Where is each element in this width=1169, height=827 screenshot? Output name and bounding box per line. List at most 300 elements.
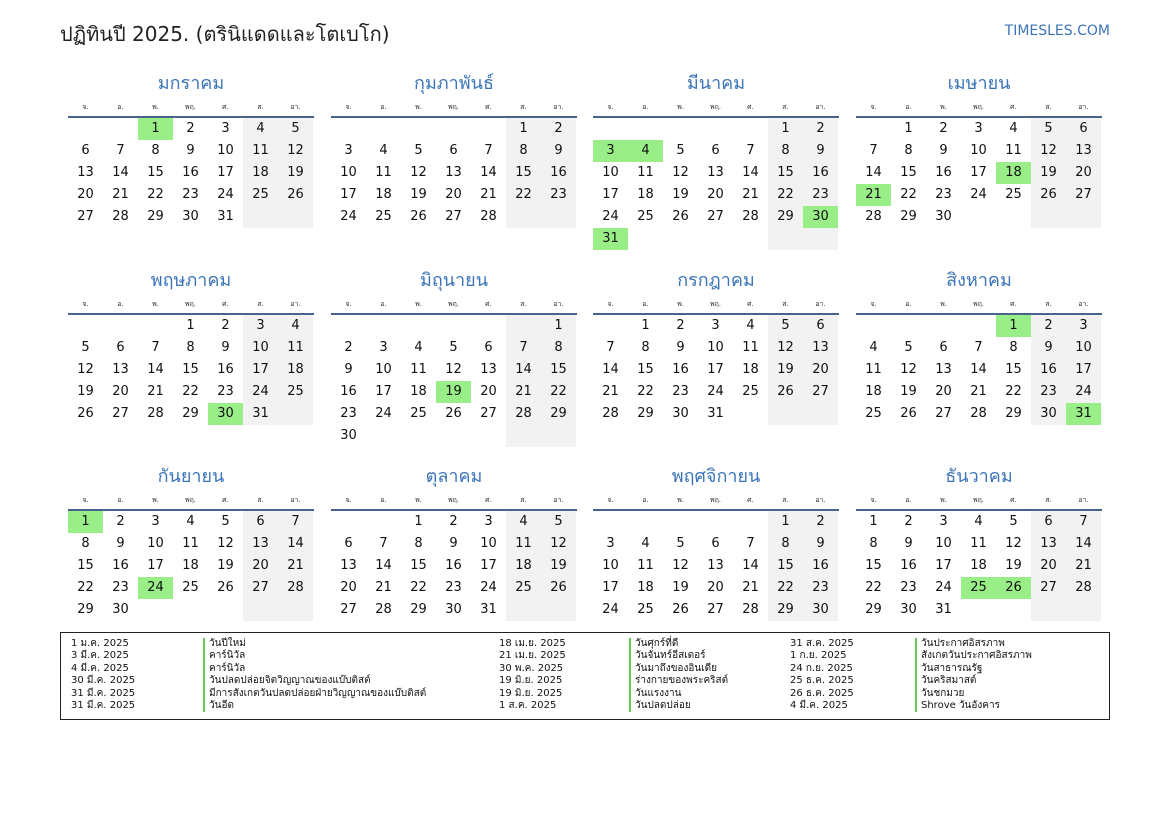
day-cell[interactable]: 7 <box>151 340 160 355</box>
day-cell[interactable]: 13 <box>340 558 357 573</box>
day-cell[interactable]: 26 <box>672 602 689 617</box>
day-cell[interactable]: 9 <box>803 533 838 555</box>
day-cell[interactable]: 8 <box>81 536 90 551</box>
day-cell[interactable]: 24 <box>480 580 497 595</box>
day-cell[interactable]: 5 <box>81 340 90 355</box>
day-cell[interactable]: 24 <box>340 209 357 224</box>
day-cell[interactable]: 10 <box>340 165 357 180</box>
day-cell[interactable]: 6 <box>116 340 125 355</box>
day-cell[interactable]: 19 <box>77 384 94 399</box>
day-cell[interactable]: 20 <box>480 384 497 399</box>
day-cell[interactable]: 3 <box>151 514 160 529</box>
day-cell[interactable]: 28 <box>506 403 541 425</box>
day-cell[interactable]: 17 <box>147 558 164 573</box>
day-cell[interactable]: 30 <box>803 599 838 621</box>
day-cell[interactable]: 29 <box>865 602 882 617</box>
day-cell[interactable]: 8 <box>768 140 803 162</box>
day-cell[interactable]: 12 <box>1005 536 1022 551</box>
day-cell[interactable]: 28 <box>865 209 882 224</box>
day-cell[interactable]: 27 <box>340 602 357 617</box>
day-cell[interactable]: 17 <box>935 558 952 573</box>
day-cell[interactable]: 15 <box>506 162 541 184</box>
day-cell[interactable]: 31 <box>707 406 724 421</box>
day-cell[interactable]: 21 <box>742 187 759 202</box>
brand-link[interactable]: TIMESLES.COM <box>1004 23 1110 39</box>
day-cell[interactable]: 1 <box>996 315 1031 337</box>
day-cell[interactable]: 12 <box>541 533 576 555</box>
day-cell[interactable]: 30 <box>900 602 917 617</box>
day-cell[interactable]: 1 <box>768 511 803 533</box>
day-cell[interactable]: 12 <box>217 536 234 551</box>
day-cell[interactable]: 13 <box>77 165 94 180</box>
day-cell[interactable]: 26 <box>217 580 234 595</box>
day-cell[interactable]: 20 <box>77 187 94 202</box>
day-cell[interactable]: 6 <box>243 511 278 533</box>
day-cell[interactable]: 11 <box>970 536 987 551</box>
day-cell[interactable]: 11 <box>182 536 199 551</box>
day-cell[interactable]: 3 <box>344 143 353 158</box>
day-cell[interactable]: 27 <box>707 602 724 617</box>
day-cell[interactable]: 8 <box>768 533 803 555</box>
day-cell[interactable]: 3 <box>379 340 388 355</box>
day-cell[interactable]: 28 <box>602 406 619 421</box>
day-cell[interactable]: 22 <box>1005 384 1022 399</box>
day-cell[interactable]: 15 <box>865 558 882 573</box>
day-cell[interactable]: 7 <box>974 340 983 355</box>
day-cell[interactable]: 15 <box>637 362 654 377</box>
day-cell[interactable]: 11 <box>278 337 313 359</box>
day-cell[interactable]: 25 <box>243 184 278 206</box>
day-cell[interactable]: 25 <box>278 381 313 403</box>
day-cell[interactable]: 18 <box>996 162 1031 184</box>
day-cell[interactable]: 18 <box>410 384 427 399</box>
day-cell[interactable]: 27 <box>1066 184 1101 206</box>
day-cell[interactable]: 5 <box>676 536 685 551</box>
day-cell[interactable]: 25 <box>1005 187 1022 202</box>
day-cell[interactable]: 2 <box>116 514 125 529</box>
day-cell[interactable]: 10 <box>480 536 497 551</box>
day-cell[interactable]: 10 <box>1066 337 1101 359</box>
day-cell[interactable]: 11 <box>637 165 654 180</box>
day-cell[interactable]: 23 <box>112 580 129 595</box>
day-cell[interactable]: 17 <box>602 187 619 202</box>
day-cell[interactable]: 23 <box>803 184 838 206</box>
day-cell[interactable]: 20 <box>112 384 129 399</box>
day-cell[interactable]: 1 <box>768 118 803 140</box>
day-cell[interactable]: 21 <box>375 580 392 595</box>
day-cell[interactable]: 21 <box>147 384 164 399</box>
day-cell[interactable]: 13 <box>1066 140 1101 162</box>
day-cell[interactable]: 20 <box>243 555 278 577</box>
day-cell[interactable]: 16 <box>935 165 952 180</box>
day-cell[interactable]: 4 <box>746 318 755 333</box>
day-cell[interactable]: 3 <box>1066 315 1101 337</box>
day-cell[interactable]: 4 <box>278 315 313 337</box>
day-cell[interactable]: 1 <box>506 118 541 140</box>
day-cell[interactable]: 26 <box>541 577 576 599</box>
day-cell[interactable]: 9 <box>803 140 838 162</box>
day-cell[interactable]: 18 <box>278 359 313 381</box>
day-cell[interactable]: 19 <box>278 162 313 184</box>
day-cell[interactable]: 20 <box>803 359 838 381</box>
day-cell[interactable]: 2 <box>449 514 458 529</box>
day-cell[interactable]: 9 <box>344 362 353 377</box>
day-cell[interactable]: 9 <box>186 143 195 158</box>
day-cell[interactable]: 7 <box>379 536 388 551</box>
day-cell[interactable]: 22 <box>637 384 654 399</box>
day-cell[interactable]: 27 <box>445 209 462 224</box>
day-cell[interactable]: 10 <box>217 143 234 158</box>
day-cell[interactable]: 9 <box>939 143 948 158</box>
day-cell[interactable]: 1 <box>869 514 878 529</box>
day-cell[interactable]: 17 <box>602 580 619 595</box>
day-cell[interactable]: 9 <box>116 536 125 551</box>
day-cell[interactable]: 8 <box>414 536 423 551</box>
day-cell[interactable]: 15 <box>541 359 576 381</box>
day-cell[interactable]: 24 <box>935 580 952 595</box>
day-cell[interactable]: 6 <box>484 340 493 355</box>
day-cell[interactable]: 5 <box>221 514 230 529</box>
day-cell[interactable]: 8 <box>869 536 878 551</box>
day-cell[interactable]: 22 <box>77 580 94 595</box>
day-cell[interactable]: 13 <box>707 558 724 573</box>
day-cell[interactable]: 21 <box>506 381 541 403</box>
day-cell[interactable]: 23 <box>445 580 462 595</box>
day-cell[interactable]: 14 <box>970 362 987 377</box>
day-cell[interactable]: 29 <box>768 599 803 621</box>
day-cell[interactable]: 11 <box>865 362 882 377</box>
day-cell[interactable]: 6 <box>81 143 90 158</box>
day-cell[interactable]: 20 <box>1031 555 1066 577</box>
day-cell[interactable]: 5 <box>414 143 423 158</box>
day-cell[interactable]: 8 <box>151 143 160 158</box>
day-cell[interactable]: 26 <box>768 381 803 403</box>
day-cell[interactable]: 26 <box>672 209 689 224</box>
day-cell[interactable]: 4 <box>506 511 541 533</box>
day-cell[interactable]: 15 <box>1005 362 1022 377</box>
day-cell[interactable]: 12 <box>1031 140 1066 162</box>
day-cell[interactable]: 22 <box>410 580 427 595</box>
day-cell[interactable]: 4 <box>186 514 195 529</box>
day-cell[interactable]: 6 <box>711 143 720 158</box>
day-cell[interactable]: 16 <box>182 165 199 180</box>
day-cell[interactable]: 2 <box>676 318 685 333</box>
day-cell[interactable]: 4 <box>379 143 388 158</box>
day-cell[interactable]: 18 <box>375 187 392 202</box>
day-cell[interactable]: 2 <box>803 511 838 533</box>
day-cell[interactable]: 24 <box>970 187 987 202</box>
day-cell[interactable]: 14 <box>602 362 619 377</box>
day-cell[interactable]: 28 <box>1066 577 1101 599</box>
day-cell[interactable]: 24 <box>602 209 619 224</box>
day-cell[interactable]: 16 <box>541 162 576 184</box>
day-cell[interactable]: 8 <box>1009 340 1018 355</box>
day-cell[interactable]: 19 <box>768 359 803 381</box>
day-cell[interactable]: 15 <box>410 558 427 573</box>
day-cell[interactable]: 5 <box>768 315 803 337</box>
day-cell[interactable]: 29 <box>182 406 199 421</box>
day-cell[interactable]: 28 <box>970 406 987 421</box>
day-cell[interactable]: 22 <box>768 184 803 206</box>
day-cell[interactable]: 24 <box>138 577 173 599</box>
day-cell[interactable]: 22 <box>541 381 576 403</box>
day-cell[interactable]: 29 <box>541 403 576 425</box>
day-cell[interactable]: 18 <box>742 362 759 377</box>
day-cell[interactable]: 5 <box>1031 118 1066 140</box>
day-cell[interactable]: 8 <box>506 140 541 162</box>
day-cell[interactable]: 20 <box>1066 162 1101 184</box>
day-cell[interactable]: 30 <box>445 602 462 617</box>
day-cell[interactable]: 12 <box>445 362 462 377</box>
day-cell[interactable]: 22 <box>506 184 541 206</box>
day-cell[interactable]: 11 <box>410 362 427 377</box>
day-cell[interactable]: 23 <box>900 580 917 595</box>
day-cell[interactable]: 2 <box>186 121 195 136</box>
day-cell[interactable]: 13 <box>112 362 129 377</box>
day-cell[interactable]: 31 <box>217 209 234 224</box>
day-cell[interactable]: 1 <box>186 318 195 333</box>
day-cell[interactable]: 28 <box>742 209 759 224</box>
day-cell[interactable]: 14 <box>480 165 497 180</box>
day-cell[interactable]: 27 <box>112 406 129 421</box>
day-cell[interactable]: 10 <box>243 337 278 359</box>
day-cell[interactable]: 31 <box>935 602 952 617</box>
day-cell[interactable]: 23 <box>340 406 357 421</box>
day-cell[interactable]: 17 <box>480 558 497 573</box>
day-cell[interactable]: 14 <box>112 165 129 180</box>
day-cell[interactable]: 2 <box>1031 315 1066 337</box>
day-cell[interactable]: 13 <box>803 337 838 359</box>
day-cell[interactable]: 10 <box>147 536 164 551</box>
day-cell[interactable]: 26 <box>1031 184 1066 206</box>
day-cell[interactable]: 29 <box>147 209 164 224</box>
day-cell[interactable]: 12 <box>672 558 689 573</box>
day-cell[interactable]: 29 <box>410 602 427 617</box>
day-cell[interactable]: 14 <box>147 362 164 377</box>
day-cell[interactable]: 3 <box>221 121 230 136</box>
day-cell[interactable]: 5 <box>1009 514 1018 529</box>
day-cell[interactable]: 24 <box>707 384 724 399</box>
day-cell[interactable]: 1 <box>414 514 423 529</box>
day-cell[interactable]: 19 <box>1031 162 1066 184</box>
day-cell[interactable]: 25 <box>506 577 541 599</box>
day-cell[interactable]: 29 <box>900 209 917 224</box>
day-cell[interactable]: 22 <box>768 577 803 599</box>
day-cell[interactable]: 23 <box>935 187 952 202</box>
day-cell[interactable]: 16 <box>112 558 129 573</box>
day-cell[interactable]: 2 <box>939 121 948 136</box>
day-cell[interactable]: 4 <box>869 340 878 355</box>
day-cell[interactable]: 3 <box>711 318 720 333</box>
day-cell[interactable]: 28 <box>742 602 759 617</box>
day-cell[interactable]: 18 <box>637 580 654 595</box>
day-cell[interactable]: 4 <box>1009 121 1018 136</box>
day-cell[interactable]: 28 <box>112 209 129 224</box>
day-cell[interactable]: 29 <box>637 406 654 421</box>
day-cell[interactable]: 1 <box>541 315 576 337</box>
day-cell[interactable]: 19 <box>436 381 471 403</box>
day-cell[interactable]: 2 <box>803 118 838 140</box>
day-cell[interactable]: 5 <box>449 340 458 355</box>
day-cell[interactable]: 10 <box>602 165 619 180</box>
day-cell[interactable]: 4 <box>414 340 423 355</box>
day-cell[interactable]: 25 <box>637 602 654 617</box>
day-cell[interactable]: 15 <box>768 162 803 184</box>
day-cell[interactable]: 16 <box>217 362 234 377</box>
day-cell[interactable]: 12 <box>672 165 689 180</box>
day-cell[interactable]: 21 <box>602 384 619 399</box>
day-cell[interactable]: 11 <box>375 165 392 180</box>
day-cell[interactable]: 11 <box>1005 143 1022 158</box>
day-cell[interactable]: 12 <box>77 362 94 377</box>
day-cell[interactable]: 31 <box>1066 403 1101 425</box>
day-cell[interactable]: 23 <box>217 384 234 399</box>
day-cell[interactable]: 25 <box>865 406 882 421</box>
day-cell[interactable]: 13 <box>480 362 497 377</box>
day-cell[interactable]: 31 <box>480 602 497 617</box>
day-cell[interactable]: 9 <box>449 536 458 551</box>
day-cell[interactable]: 30 <box>208 403 243 425</box>
day-cell[interactable]: 21 <box>278 555 313 577</box>
day-cell[interactable]: 5 <box>676 143 685 158</box>
day-cell[interactable]: 14 <box>1066 533 1101 555</box>
day-cell[interactable]: 3 <box>939 514 948 529</box>
day-cell[interactable]: 17 <box>970 165 987 180</box>
day-cell[interactable]: 18 <box>506 555 541 577</box>
day-cell[interactable]: 8 <box>641 340 650 355</box>
day-cell[interactable]: 26 <box>900 406 917 421</box>
day-cell[interactable]: 20 <box>935 384 952 399</box>
day-cell[interactable]: 25 <box>375 209 392 224</box>
day-cell[interactable]: 23 <box>182 187 199 202</box>
day-cell[interactable]: 10 <box>707 340 724 355</box>
day-cell[interactable]: 21 <box>1066 555 1101 577</box>
day-cell[interactable]: 14 <box>742 165 759 180</box>
day-cell[interactable]: 26 <box>410 209 427 224</box>
day-cell[interactable]: 1 <box>68 511 103 533</box>
day-cell[interactable]: 3 <box>593 140 628 162</box>
day-cell[interactable]: 6 <box>449 143 458 158</box>
day-cell[interactable]: 18 <box>637 187 654 202</box>
day-cell[interactable]: 25 <box>637 209 654 224</box>
day-cell[interactable]: 4 <box>243 118 278 140</box>
day-cell[interactable]: 17 <box>217 165 234 180</box>
day-cell[interactable]: 25 <box>182 580 199 595</box>
day-cell[interactable]: 7 <box>116 143 125 158</box>
day-cell[interactable]: 18 <box>865 384 882 399</box>
day-cell[interactable]: 5 <box>904 340 913 355</box>
day-cell[interactable]: 29 <box>1005 406 1022 421</box>
day-cell[interactable]: 31 <box>593 228 628 250</box>
day-cell[interactable]: 30 <box>340 428 357 443</box>
day-cell[interactable]: 6 <box>803 315 838 337</box>
day-cell[interactable]: 28 <box>278 577 313 599</box>
day-cell[interactable]: 31 <box>243 403 278 425</box>
day-cell[interactable]: 7 <box>506 337 541 359</box>
day-cell[interactable]: 27 <box>935 406 952 421</box>
day-cell[interactable]: 17 <box>340 187 357 202</box>
day-cell[interactable]: 15 <box>768 555 803 577</box>
day-cell[interactable]: 7 <box>1066 511 1101 533</box>
day-cell[interactable]: 17 <box>375 384 392 399</box>
day-cell[interactable]: 13 <box>707 165 724 180</box>
day-cell[interactable]: 6 <box>711 536 720 551</box>
day-cell[interactable]: 6 <box>1031 511 1066 533</box>
day-cell[interactable]: 11 <box>742 340 759 355</box>
day-cell[interactable]: 14 <box>742 558 759 573</box>
day-cell[interactable]: 8 <box>541 337 576 359</box>
day-cell[interactable]: 16 <box>340 384 357 399</box>
day-cell[interactable]: 27 <box>243 577 278 599</box>
day-cell[interactable]: 16 <box>1031 359 1066 381</box>
day-cell[interactable]: 3 <box>606 536 615 551</box>
day-cell[interactable]: 18 <box>970 558 987 573</box>
day-cell[interactable]: 29 <box>768 206 803 228</box>
day-cell[interactable]: 13 <box>243 533 278 555</box>
day-cell[interactable]: 10 <box>970 143 987 158</box>
day-cell[interactable]: 29 <box>77 602 94 617</box>
day-cell[interactable]: 23 <box>672 384 689 399</box>
day-cell[interactable]: 17 <box>1066 359 1101 381</box>
day-cell[interactable]: 19 <box>900 384 917 399</box>
day-cell[interactable]: 21 <box>856 184 891 206</box>
day-cell[interactable]: 19 <box>672 187 689 202</box>
day-cell[interactable]: 19 <box>1005 558 1022 573</box>
day-cell[interactable]: 9 <box>221 340 230 355</box>
day-cell[interactable]: 30 <box>672 406 689 421</box>
day-cell[interactable]: 13 <box>1031 533 1066 555</box>
day-cell[interactable]: 27 <box>77 209 94 224</box>
day-cell[interactable]: 1 <box>641 318 650 333</box>
day-cell[interactable]: 27 <box>1031 577 1066 599</box>
day-cell[interactable]: 14 <box>865 165 882 180</box>
day-cell[interactable]: 12 <box>768 337 803 359</box>
day-cell[interactable]: 23 <box>541 184 576 206</box>
day-cell[interactable]: 11 <box>243 140 278 162</box>
day-cell[interactable]: 25 <box>410 406 427 421</box>
day-cell[interactable]: 21 <box>112 187 129 202</box>
day-cell[interactable]: 9 <box>904 536 913 551</box>
day-cell[interactable]: 20 <box>707 580 724 595</box>
day-cell[interactable]: 4 <box>628 140 663 162</box>
day-cell[interactable]: 15 <box>900 165 917 180</box>
day-cell[interactable]: 12 <box>410 165 427 180</box>
day-cell[interactable]: 26 <box>445 406 462 421</box>
day-cell[interactable]: 17 <box>707 362 724 377</box>
day-cell[interactable]: 7 <box>869 143 878 158</box>
day-cell[interactable]: 19 <box>217 558 234 573</box>
day-cell[interactable]: 25 <box>742 384 759 399</box>
day-cell[interactable]: 1 <box>904 121 913 136</box>
day-cell[interactable]: 2 <box>221 318 230 333</box>
day-cell[interactable]: 4 <box>974 514 983 529</box>
day-cell[interactable]: 18 <box>243 162 278 184</box>
day-cell[interactable]: 14 <box>278 533 313 555</box>
day-cell[interactable]: 24 <box>1066 381 1101 403</box>
day-cell[interactable]: 7 <box>746 143 755 158</box>
day-cell[interactable]: 20 <box>340 580 357 595</box>
day-cell[interactable]: 24 <box>217 187 234 202</box>
day-cell[interactable]: 19 <box>672 580 689 595</box>
day-cell[interactable]: 16 <box>672 362 689 377</box>
day-cell[interactable]: 9 <box>676 340 685 355</box>
day-cell[interactable]: 4 <box>641 536 650 551</box>
day-cell[interactable]: 10 <box>602 558 619 573</box>
day-cell[interactable]: 27 <box>803 381 838 403</box>
day-cell[interactable]: 24 <box>602 602 619 617</box>
day-cell[interactable]: 13 <box>935 362 952 377</box>
day-cell[interactable]: 30 <box>1031 403 1066 425</box>
